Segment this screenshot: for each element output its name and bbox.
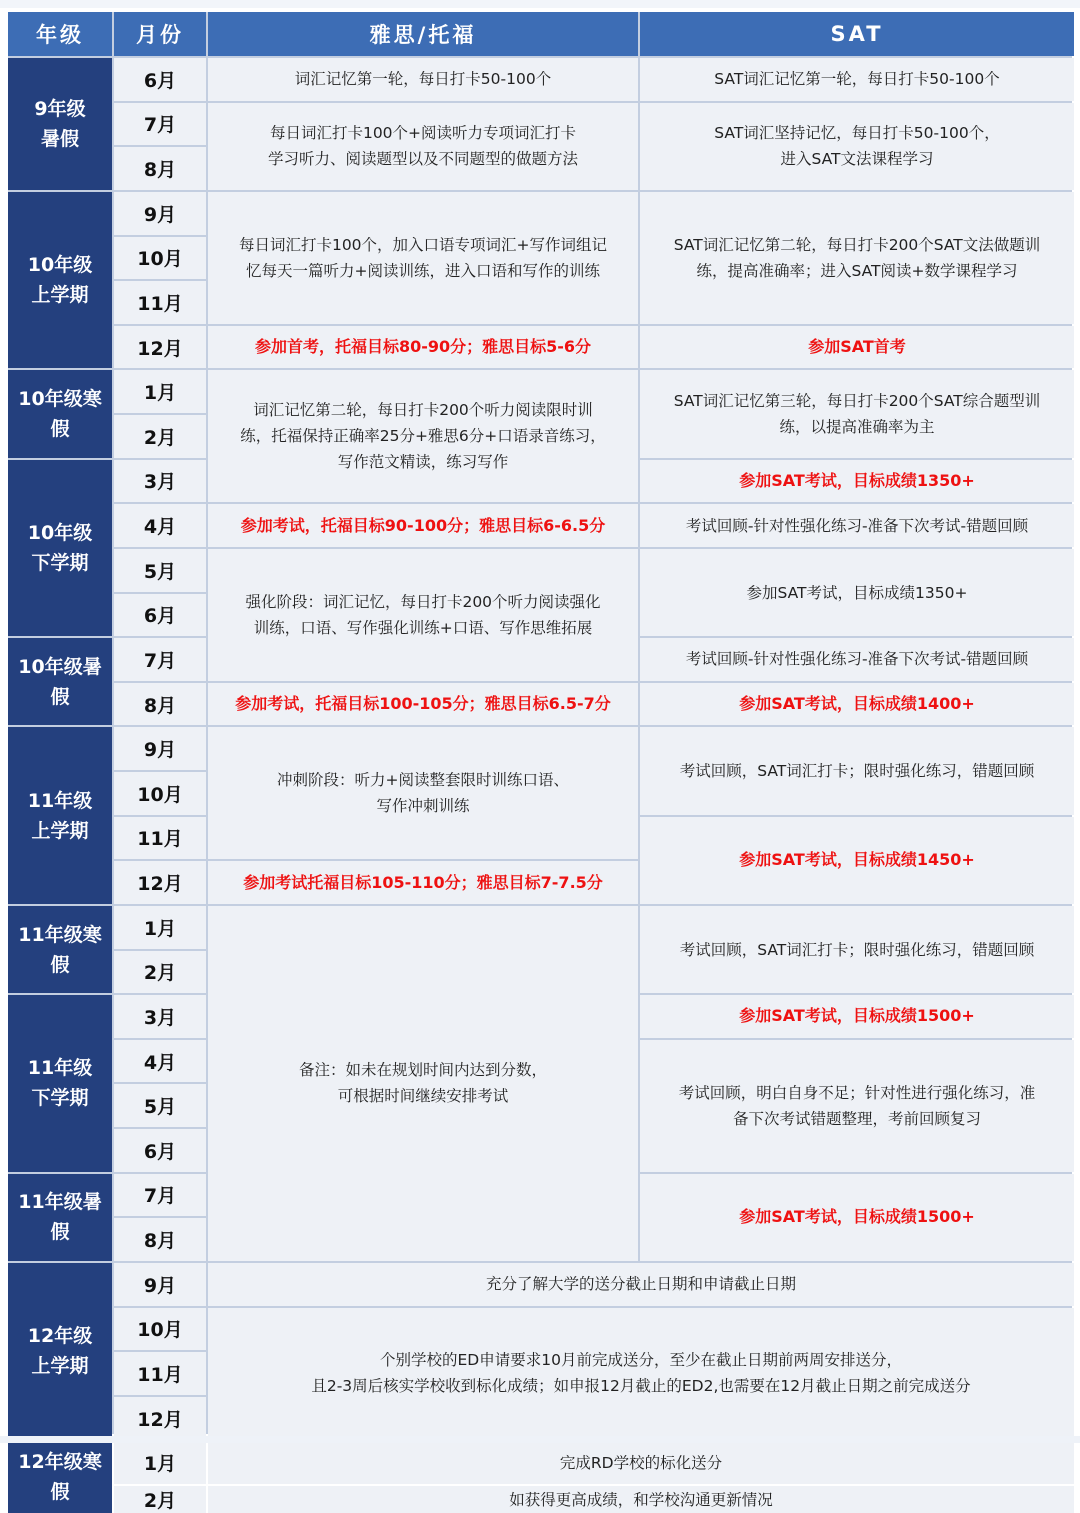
ielts-plan-cell: 词汇记忆第二轮，每日打卡200个听力阅读限时训 练，托福保持正确率25分+雅思6分+口语录音练习， 写作范文精读，练习写作 (208, 370, 638, 502)
month-cell: 12月 (114, 1397, 206, 1440)
month-cell: 10月 (114, 1308, 206, 1351)
month-cell: 12月 (114, 861, 206, 904)
month-cell: 10月 (114, 772, 206, 815)
header-grade: 年级 (8, 12, 112, 56)
rd-score-sending-note: 完成RD学校的标化送分 (208, 1441, 1074, 1484)
score-sending-note: 个别学校的ED申请要求10月前完成送分，至少在截止日期前两周安排送分， 且2-3周后核实学校收到标化成绩；如申报12月截止的ED2,也需要在12月截止日期之前完成送分 (208, 1308, 1074, 1440)
month-cell: 9月 (114, 727, 206, 770)
ielts-plan-cell: 词汇记忆第一轮，每日打卡50-100个 (208, 58, 638, 101)
grade-11-spring: 11年级 下学期 (8, 995, 112, 1172)
ielts-plan-cell: 每日词汇打卡100个+阅读听力专项词汇打卡 学习听力、阅读题型以及不同题型的做题方法 (208, 103, 638, 190)
month-cell: 11月 (114, 281, 206, 324)
grade-9-summer: 9年级 暑假 (8, 58, 112, 190)
grade-11-winter: 11年级寒 假 (8, 906, 112, 993)
grade-11-summer: 11年级暑 假 (8, 1174, 112, 1261)
top-stripe (0, 0, 1080, 8)
month-cell: 9月 (114, 192, 206, 235)
month-cell: 3月 (114, 460, 206, 503)
sat-plan-cell: 参加SAT考试，目标成绩1350+ (640, 549, 1074, 636)
month-cell: 8月 (114, 683, 206, 726)
sat-review-cell: 考试回顾，SAT词汇打卡；限时强化练习，错题回顾 (640, 906, 1074, 993)
bottom-stripe (0, 1436, 1080, 1443)
month-cell: 2月 (114, 951, 206, 994)
sat-exam-target: 参加SAT考试，目标成绩1500+ (640, 995, 1074, 1038)
study-plan-table (8, 12, 1072, 1512)
sat-exam-target: 参加SAT考试，目标成绩1500+ (640, 1174, 1074, 1261)
sat-review-cell: 考试回顾，明白自身不足；针对性进行强化练习，准 备下次考试错题整理，考前回顾复习 (640, 1040, 1074, 1172)
month-cell: 1月 (114, 906, 206, 949)
ielts-plan-cell: 强化阶段：词汇记忆，每日打卡200个听力阅读强化 训练，口语、写作强化训练+口语、写作思维拓展 (208, 549, 638, 681)
month-cell: 8月 (114, 147, 206, 190)
grade-10-summer: 10年级暑 假 (8, 638, 112, 725)
sat-exam-target: 参加SAT首考 (640, 326, 1074, 369)
sat-review-cell: 考试回顾-针对性强化练习-准备下次考试-错题回顾 (640, 638, 1074, 681)
grade-11-fall: 11年级 上学期 (8, 727, 112, 904)
month-cell: 6月 (114, 594, 206, 637)
grade-10-spring: 10年级 下学期 (8, 460, 112, 637)
month-cell: 1月 (114, 370, 206, 413)
month-cell: 10月 (114, 237, 206, 280)
grade-12-fall: 12年级 上学期 (8, 1263, 112, 1440)
month-cell: 6月 (114, 1129, 206, 1172)
header-sat: SAT (640, 12, 1074, 56)
grade-12-winter: 12年级寒 假 (8, 1441, 112, 1513)
month-cell: 11月 (114, 817, 206, 860)
sat-plan-cell: SAT词汇记忆第一轮，每日打卡50-100个 (640, 58, 1074, 101)
ielts-exam-target: 参加考试，托福目标90-100分；雅思目标6-6.5分 (208, 504, 638, 547)
month-cell: 4月 (114, 504, 206, 547)
score-update-note: 如获得更高成绩，和学校沟通更新情况 (208, 1486, 1074, 1513)
sat-exam-target: 参加SAT考试，目标成绩1400+ (640, 683, 1074, 726)
header-ielts-toefl: 雅思/托福 (208, 12, 638, 56)
ielts-exam-target: 参加考试，托福目标100-105分；雅思目标6.5-7分 (208, 683, 638, 726)
sat-plan-cell: SAT词汇坚持记忆，每日打卡50-100个， 进入SAT文法课程学习 (640, 103, 1074, 190)
ielts-note-cell: 备注：如未在规划时间内达到分数， 可根据时间继续安排考试 (208, 906, 638, 1261)
sat-exam-target: 参加SAT考试，目标成绩1450+ (640, 817, 1074, 904)
month-cell: 4月 (114, 1040, 206, 1083)
sat-review-cell: 考试回顾，SAT词汇打卡；限时强化练习，错题回顾 (640, 727, 1074, 814)
ielts-plan-cell: 冲刺阶段：听力+阅读整套限时训练口语、 写作冲刺训练 (208, 727, 638, 859)
month-cell: 5月 (114, 1084, 206, 1127)
month-cell: 7月 (114, 638, 206, 681)
month-cell: 5月 (114, 549, 206, 592)
application-deadline-note: 充分了解大学的送分截止日期和申请截止日期 (208, 1263, 1074, 1306)
sat-plan-cell: SAT词汇记忆第三轮，每日打卡200个SAT综合题型训 练，以提高准确率为主 (640, 370, 1074, 457)
grade-10-fall: 10年级 上学期 (8, 192, 112, 369)
month-cell: 12月 (114, 326, 206, 369)
month-cell: 8月 (114, 1218, 206, 1261)
ielts-plan-cell: 每日词汇打卡100个，加入口语专项词汇+写作词组记 忆每天一篇听力+阅读训练，进入口语和写作的训练 (208, 192, 638, 324)
month-cell: 1月 (114, 1441, 206, 1484)
month-cell: 2月 (114, 1486, 206, 1513)
ielts-exam-target: 参加首考，托福目标80-90分；雅思目标5-6分 (208, 326, 638, 369)
month-cell: 6月 (114, 58, 206, 101)
sat-plan-cell: SAT词汇记忆第二轮，每日打卡200个SAT文法做题训 练，提高准确率；进入SAT阅读+数学课程学习 (640, 192, 1074, 324)
header-month: 月份 (114, 12, 206, 56)
sat-exam-target: 参加SAT考试，目标成绩1350+ (640, 460, 1074, 503)
month-cell: 3月 (114, 995, 206, 1038)
month-cell: 9月 (114, 1263, 206, 1306)
month-cell: 11月 (114, 1352, 206, 1395)
month-cell: 7月 (114, 1174, 206, 1217)
ielts-exam-target: 参加考试托福目标105-110分；雅思目标7-7.5分 (208, 861, 638, 904)
grade-10-winter: 10年级寒 假 (8, 370, 112, 457)
month-cell: 7月 (114, 103, 206, 146)
month-cell: 2月 (114, 415, 206, 458)
sat-review-cell: 考试回顾-针对性强化练习-准备下次考试-错题回顾 (640, 504, 1074, 547)
